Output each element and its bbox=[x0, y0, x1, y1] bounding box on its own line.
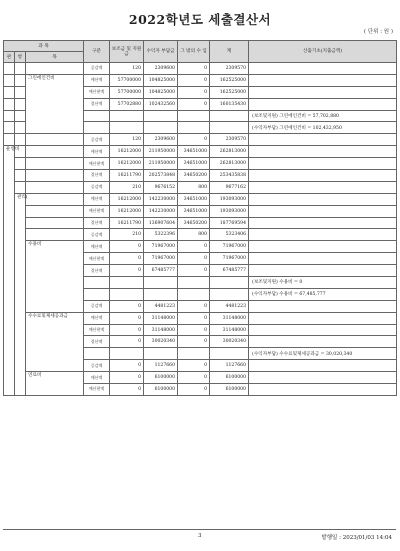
row-label bbox=[84, 277, 110, 289]
beneficiary-cell: 104825000 bbox=[144, 74, 178, 86]
beneficiary-cell: 2309600 bbox=[144, 63, 178, 75]
total-cell: 71967000 bbox=[210, 241, 249, 253]
total-cell: 31148000 bbox=[210, 312, 249, 324]
other-cell: 0 bbox=[178, 134, 210, 146]
category-empty bbox=[4, 63, 15, 75]
row-label bbox=[84, 122, 110, 134]
category-empty bbox=[15, 134, 26, 146]
row-label: 증감액 bbox=[84, 134, 110, 146]
subsidy-cell: 120 bbox=[110, 134, 144, 146]
category-empty bbox=[4, 74, 15, 86]
other-cell bbox=[178, 288, 210, 300]
page-number: 3 bbox=[198, 533, 202, 539]
basis-cell bbox=[249, 265, 397, 277]
basis-cell bbox=[249, 312, 397, 324]
total-cell: 187769594 bbox=[210, 217, 249, 229]
category-empty bbox=[4, 98, 15, 110]
basis-cell bbox=[249, 241, 397, 253]
other-cell: 0 bbox=[178, 86, 210, 98]
basis-cell bbox=[249, 324, 397, 336]
other-cell: 0 bbox=[178, 312, 210, 324]
category-empty bbox=[26, 217, 84, 229]
row-label: 결산액 bbox=[84, 265, 110, 277]
beneficiary-cell: 104825000 bbox=[144, 86, 178, 98]
row-label: 예산현액 bbox=[84, 158, 110, 170]
basis-cell bbox=[249, 372, 397, 384]
other-cell: 0 bbox=[178, 265, 210, 277]
category-empty bbox=[4, 134, 15, 146]
header-basis: 산출기초(지출금액) bbox=[249, 41, 397, 63]
other-cell: 0 bbox=[178, 300, 210, 312]
basis-cell bbox=[249, 74, 397, 86]
basis-cell bbox=[249, 300, 397, 312]
row-label: 예산액 bbox=[84, 74, 110, 86]
table-row bbox=[4, 170, 397, 182]
total-cell: 193093000 bbox=[210, 193, 249, 205]
header-other: 그 밖의 수 입 bbox=[178, 41, 210, 63]
category-name: 연료비 bbox=[26, 372, 84, 396]
beneficiary-cell: 30020340 bbox=[144, 336, 178, 348]
other-cell: 0 bbox=[178, 253, 210, 265]
other-cell: 34651000 bbox=[178, 205, 210, 217]
basis-cell bbox=[249, 86, 397, 98]
subsidy-cell bbox=[110, 288, 144, 300]
expenditure-table bbox=[3, 40, 397, 396]
beneficiary-cell: 142230000 bbox=[144, 205, 178, 217]
other-cell: 34651000 bbox=[178, 158, 210, 170]
row-label: 예산현액 bbox=[84, 253, 110, 265]
row-label: 증감액 bbox=[84, 63, 110, 75]
header-mok: 목 bbox=[26, 52, 84, 63]
row-label: 결산액 bbox=[84, 170, 110, 182]
subsidy-cell bbox=[110, 122, 144, 134]
beneficiary-cell: 67485777 bbox=[144, 265, 178, 277]
total-cell: 9677162 bbox=[210, 181, 249, 193]
total-cell: 253435838 bbox=[210, 170, 249, 182]
basis-cell bbox=[249, 170, 397, 182]
total-cell: 31148000 bbox=[210, 324, 249, 336]
subsidy-cell: 0 bbox=[110, 265, 144, 277]
category-empty bbox=[26, 158, 84, 170]
category-empty bbox=[15, 181, 26, 193]
basis-cell: (보조및지원) 그린에인건비 = 57,702,880 bbox=[249, 110, 397, 122]
row-label: 예산액 bbox=[84, 372, 110, 384]
total-cell: 1127660 bbox=[210, 360, 249, 372]
category-empty bbox=[15, 158, 26, 170]
subsidy-cell: 0 bbox=[110, 324, 144, 336]
subsidy-cell bbox=[110, 348, 144, 360]
subsidy-cell: 0 bbox=[110, 360, 144, 372]
subsidy-cell: 16212000 bbox=[110, 193, 144, 205]
category-empty bbox=[26, 170, 84, 182]
category-empty bbox=[4, 86, 15, 98]
beneficiary-cell bbox=[144, 122, 178, 134]
beneficiary-cell: 6100000 bbox=[144, 372, 178, 384]
other-cell: 0 bbox=[178, 98, 210, 110]
basis-cell bbox=[249, 229, 397, 241]
header-beneficiary: 수익자 부담금 bbox=[144, 41, 178, 63]
row-label bbox=[84, 288, 110, 300]
beneficiary-cell bbox=[144, 110, 178, 122]
row-label: 예산현액 bbox=[84, 205, 110, 217]
subsidy-cell: 0 bbox=[110, 336, 144, 348]
total-cell: 193093000 bbox=[210, 205, 249, 217]
category-name: 관리( bbox=[15, 193, 26, 395]
subsidy-cell: 0 bbox=[110, 241, 144, 253]
subsidy-cell: 0 bbox=[110, 253, 144, 265]
table-row bbox=[4, 158, 397, 170]
other-cell: 0 bbox=[178, 384, 210, 396]
basis-cell bbox=[249, 181, 397, 193]
beneficiary-cell: 71967000 bbox=[144, 253, 178, 265]
header-total: 계 bbox=[210, 41, 249, 63]
row-label: 증감액 bbox=[84, 360, 110, 372]
basis-cell: (보조및지원) 수용비 = 0 bbox=[249, 277, 397, 289]
beneficiary-cell: 4481223 bbox=[144, 300, 178, 312]
row-label: 증감액 bbox=[84, 229, 110, 241]
subsidy-cell bbox=[110, 277, 144, 289]
subsidy-cell: 16211790 bbox=[110, 170, 144, 182]
category-empty bbox=[26, 181, 84, 193]
beneficiary-cell: 211950000 bbox=[144, 146, 178, 158]
total-cell: 30020340 bbox=[210, 336, 249, 348]
beneficiary-cell: 102432560 bbox=[144, 98, 178, 110]
other-cell: 0 bbox=[178, 324, 210, 336]
total-cell: 262813000 bbox=[210, 158, 249, 170]
row-label: 예산현액 bbox=[84, 324, 110, 336]
subsidy-cell: 16212000 bbox=[110, 158, 144, 170]
total-cell: 2309570 bbox=[210, 63, 249, 75]
beneficiary-cell: 71967000 bbox=[144, 241, 178, 253]
table-row bbox=[4, 372, 397, 384]
category-empty bbox=[4, 110, 15, 122]
unit-label: ( 단위 : 원 ) bbox=[363, 29, 393, 35]
total-cell bbox=[210, 110, 249, 122]
other-cell: 0 bbox=[178, 74, 210, 86]
category-empty bbox=[15, 110, 26, 122]
other-cell: 0 bbox=[178, 372, 210, 384]
total-cell bbox=[210, 288, 249, 300]
basis-cell bbox=[249, 217, 397, 229]
category-empty bbox=[15, 74, 26, 86]
table-row bbox=[4, 312, 397, 324]
beneficiary-cell: 202573848 bbox=[144, 170, 178, 182]
table-row bbox=[4, 217, 397, 229]
subsidy-cell: 0 bbox=[110, 300, 144, 312]
other-cell bbox=[178, 122, 210, 134]
basis-cell bbox=[249, 336, 397, 348]
basis-cell: (수익자부담) 수용비 = 67,485,777 bbox=[249, 288, 397, 300]
total-cell: 2309570 bbox=[210, 134, 249, 146]
table-row bbox=[4, 205, 397, 217]
basis-cell bbox=[249, 158, 397, 170]
row-label: 결산액 bbox=[84, 98, 110, 110]
basis-cell bbox=[249, 98, 397, 110]
total-cell: 67485777 bbox=[210, 265, 249, 277]
beneficiary-cell: 9676152 bbox=[144, 181, 178, 193]
subsidy-cell: 120 bbox=[110, 63, 144, 75]
row-label: 예산현액 bbox=[84, 384, 110, 396]
category-empty bbox=[4, 122, 15, 134]
row-label: 예산현액 bbox=[84, 86, 110, 98]
basis-cell bbox=[249, 253, 397, 265]
total-cell: 5323406 bbox=[210, 229, 249, 241]
subsidy-cell bbox=[110, 110, 144, 122]
table-row bbox=[4, 241, 397, 253]
row-label: 증감액 bbox=[84, 300, 110, 312]
category-empty bbox=[15, 98, 26, 110]
category-empty bbox=[15, 63, 26, 75]
category-empty bbox=[26, 205, 84, 217]
basis-cell: (수익자부담) 그린에인건비 = 102,432,950 bbox=[249, 122, 397, 134]
category-empty bbox=[26, 193, 84, 205]
other-cell: 34650200 bbox=[178, 217, 210, 229]
other-cell: 34651000 bbox=[178, 146, 210, 158]
header-hang: 항 bbox=[15, 52, 26, 63]
subsidy-cell: 0 bbox=[110, 384, 144, 396]
basis-cell bbox=[249, 63, 397, 75]
category-empty bbox=[26, 63, 84, 75]
other-cell: 0 bbox=[178, 336, 210, 348]
category-name: 그린에인건비 bbox=[26, 74, 84, 133]
subsidy-cell: 210 bbox=[110, 229, 144, 241]
subsidy-cell: 16212000 bbox=[110, 146, 144, 158]
row-label bbox=[84, 110, 110, 122]
beneficiary-cell: 1127660 bbox=[144, 360, 178, 372]
header-gwan: 관 bbox=[4, 52, 15, 63]
total-cell bbox=[210, 122, 249, 134]
table-row bbox=[4, 134, 397, 146]
category-name: 수수료및제세공과금 bbox=[26, 312, 84, 371]
basis-cell bbox=[249, 193, 397, 205]
subsidy-cell: 16212000 bbox=[110, 205, 144, 217]
page-title: 2022학년도 세출결산서 bbox=[128, 12, 272, 27]
beneficiary-cell: 142230000 bbox=[144, 193, 178, 205]
row-label: 예산액 bbox=[84, 241, 110, 253]
footer-divider bbox=[3, 529, 396, 530]
basis-cell bbox=[249, 146, 397, 158]
beneficiary-cell: 2309600 bbox=[144, 134, 178, 146]
subsidy-cell: 0 bbox=[110, 312, 144, 324]
category-empty bbox=[15, 86, 26, 98]
other-cell: 0 bbox=[178, 360, 210, 372]
other-cell: 800 bbox=[178, 181, 210, 193]
beneficiary-cell: 31148000 bbox=[144, 312, 178, 324]
basis-cell bbox=[249, 360, 397, 372]
category-empty bbox=[26, 146, 84, 158]
beneficiary-cell bbox=[144, 348, 178, 360]
row-label: 증감액 bbox=[84, 181, 110, 193]
row-label: 결산액 bbox=[84, 336, 110, 348]
total-cell bbox=[210, 348, 249, 360]
other-cell bbox=[178, 110, 210, 122]
row-label bbox=[84, 348, 110, 360]
beneficiary-cell bbox=[144, 277, 178, 289]
beneficiary-cell: 211950000 bbox=[144, 158, 178, 170]
subsidy-cell: 0 bbox=[110, 372, 144, 384]
table-row bbox=[4, 146, 397, 158]
header-division: 구분 bbox=[84, 41, 110, 63]
print-date: 발행일 : 2023/01/03 14:04 bbox=[321, 535, 392, 541]
beneficiary-cell: 5322396 bbox=[144, 229, 178, 241]
category-empty bbox=[15, 122, 26, 134]
table-row bbox=[4, 181, 397, 193]
total-cell: 162525000 bbox=[210, 74, 249, 86]
basis-cell bbox=[249, 384, 397, 396]
other-cell: 34651000 bbox=[178, 193, 210, 205]
total-cell: 162525000 bbox=[210, 86, 249, 98]
other-cell: 0 bbox=[178, 241, 210, 253]
other-cell: 34650200 bbox=[178, 170, 210, 182]
row-label: 예산액 bbox=[84, 146, 110, 158]
category-empty bbox=[15, 170, 26, 182]
header-subsidy: 보조금 및 지원금 bbox=[110, 41, 144, 63]
subsidy-cell: 16211790 bbox=[110, 217, 144, 229]
other-cell bbox=[178, 348, 210, 360]
row-label: 예산액 bbox=[84, 193, 110, 205]
beneficiary-cell: 136907604 bbox=[144, 217, 178, 229]
table-row bbox=[4, 229, 397, 241]
total-cell: 4481223 bbox=[210, 300, 249, 312]
category-empty bbox=[26, 134, 84, 146]
total-cell: 6100000 bbox=[210, 372, 249, 384]
total-cell: 160135430 bbox=[210, 98, 249, 110]
other-cell: 0 bbox=[178, 63, 210, 75]
subsidy-cell: 210 bbox=[110, 181, 144, 193]
category-name: 운영비 bbox=[4, 146, 15, 396]
total-cell: 262813000 bbox=[210, 146, 249, 158]
other-cell bbox=[178, 277, 210, 289]
total-cell bbox=[210, 277, 249, 289]
subsidy-cell: 57702880 bbox=[110, 98, 144, 110]
beneficiary-cell: 31148000 bbox=[144, 324, 178, 336]
basis-cell bbox=[249, 205, 397, 217]
table-row bbox=[4, 193, 397, 205]
basis-cell bbox=[249, 134, 397, 146]
header-category: 과 목 bbox=[4, 41, 84, 52]
total-cell: 6100000 bbox=[210, 384, 249, 396]
beneficiary-cell: 6100000 bbox=[144, 384, 178, 396]
beneficiary-cell bbox=[144, 288, 178, 300]
basis-cell: (수익자부담) 수수료및제세공과금 = 30,020,340 bbox=[249, 348, 397, 360]
subsidy-cell: 57700000 bbox=[110, 86, 144, 98]
table-row bbox=[4, 74, 397, 86]
category-name: 수용비 bbox=[26, 241, 84, 312]
row-label: 결산액 bbox=[84, 217, 110, 229]
category-empty bbox=[26, 229, 84, 241]
other-cell: 800 bbox=[178, 229, 210, 241]
table-row bbox=[4, 63, 397, 75]
subsidy-cell: 57700000 bbox=[110, 74, 144, 86]
row-label: 예산액 bbox=[84, 312, 110, 324]
total-cell: 71967000 bbox=[210, 253, 249, 265]
